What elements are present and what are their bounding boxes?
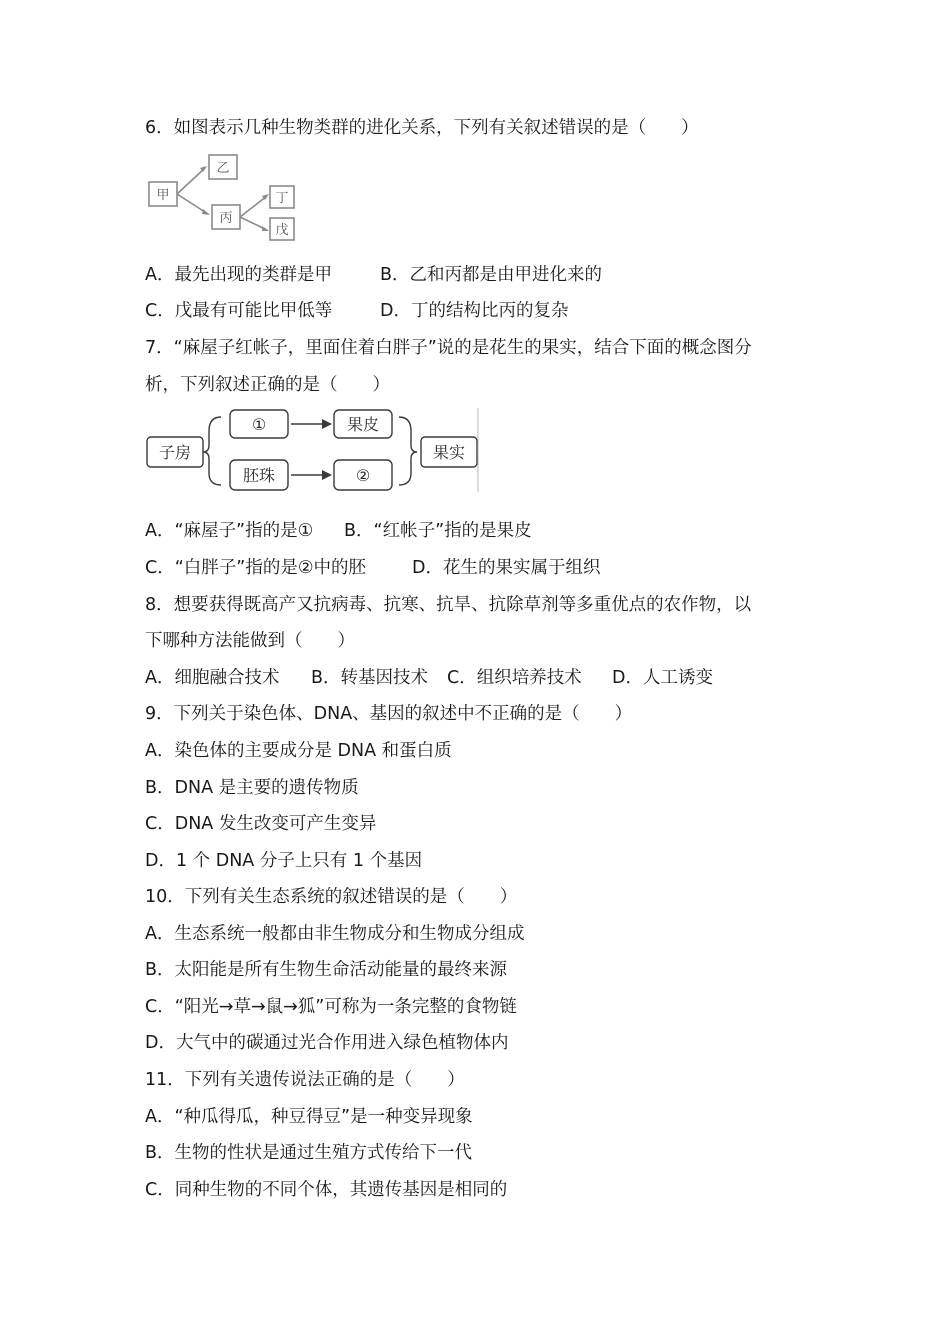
q8-stem-line2: 下哪种方法能做到（ ） xyxy=(145,631,355,651)
arrow-jia-yi xyxy=(177,168,205,194)
diagram-label-bing: 丙 xyxy=(219,211,233,226)
q8-option-b: B．转基因技术 xyxy=(311,668,429,688)
q9-option-b: B．DNA 是主要的遗传物质 xyxy=(145,778,359,798)
q10-option-d: D．大气中的碳通过光合作用进入绿色植物体内 xyxy=(145,1033,509,1053)
q7-stem-line2: 析，下列叙述正确的是（ ） xyxy=(145,375,390,395)
label-fruit: 果实 xyxy=(432,443,466,462)
q7-stem-line1: 7．“麻屋子红帐子，里面住着白胖子”说的是花生的果实，结合下面的概念图分 xyxy=(145,338,752,358)
q11-option-b: B．生物的性状是通过生殖方式传给下一代 xyxy=(145,1143,473,1163)
arrow-bing-ding xyxy=(240,196,267,217)
diagram-label-yi: 乙 xyxy=(216,161,230,176)
q10-option-b: B．太阳能是所有生物生命活动能量的最终来源 xyxy=(145,960,508,980)
q8-option-d: D．人工诱变 xyxy=(612,668,713,688)
q7-concept-diagram xyxy=(145,405,485,495)
q6-stem: 6．如图表示几种生物类群的进化关系，下列有关叙述错误的是（ ） xyxy=(145,118,699,138)
q6-evolution-diagram xyxy=(145,150,305,244)
diagram-label-wu: 戊 xyxy=(275,223,289,238)
q8-option-a: A．细胞融合技术 xyxy=(145,668,280,688)
q11-option-c: C．同种生物的不同个体，其遗传基因是相同的 xyxy=(145,1180,508,1200)
q9-option-d: D．1 个 DNA 分子上只有 1 个基因 xyxy=(145,851,423,871)
q7-option-c: C．“白胖子”指的是②中的胚 xyxy=(145,558,367,578)
q11-stem: 11．下列有关遗传说法正确的是（ ） xyxy=(145,1070,465,1090)
label-circle2: ② xyxy=(355,466,371,485)
q6-option-d: D．丁的结构比丙的复杂 xyxy=(380,301,569,321)
arrow-head-1 xyxy=(322,419,332,429)
diagram-label-jia: 甲 xyxy=(156,188,170,203)
q11-option-a: A．“种瓜得瓜，种豆得豆”是一种变异现象 xyxy=(145,1107,473,1127)
q8-option-c: C．组织培养技术 xyxy=(447,668,582,688)
q6-option-c: C．戊最有可能比甲低等 xyxy=(145,301,333,321)
label-ovary: 子房 xyxy=(158,443,192,462)
q7-option-a: A．“麻屋子”指的是① xyxy=(145,521,314,541)
q7-option-b: B．“红帐子”指的是果皮 xyxy=(344,521,532,541)
q8-stem-line1: 8．想要获得既高产又抗病毒、抗寒、抗旱、抗除草剂等多重优点的农作物，以 xyxy=(145,595,752,615)
q9-option-c: C．DNA 发生改变可产生变异 xyxy=(145,814,377,834)
q10-option-a: A．生态系统一般都由非生物成分和生物成分组成 xyxy=(145,924,525,944)
label-circle1: ① xyxy=(251,415,267,434)
q10-stem: 10．下列有关生态系统的叙述错误的是（ ） xyxy=(145,887,518,907)
diagram-label-ding: 丁 xyxy=(275,191,289,206)
q9-stem: 9．下列关于染色体、DNA、基因的叙述中不正确的是（ ） xyxy=(145,704,633,724)
label-ovule: 胚珠 xyxy=(242,466,276,485)
q10-option-c: C．“阳光→草→鼠→狐”可称为一条完整的食物链 xyxy=(145,997,517,1017)
q9-option-a: A．染色体的主要成分是 DNA 和蛋白质 xyxy=(145,741,452,761)
arrow-head-2 xyxy=(322,470,332,480)
q6-option-b: B．乙和丙都是由甲进化来的 xyxy=(380,265,603,285)
q7-option-d: D．花生的果实属于组织 xyxy=(412,558,601,578)
label-pericarp: 果皮 xyxy=(346,415,380,434)
right-brace xyxy=(399,417,417,485)
q6-option-a: A．最先出现的类群是甲 xyxy=(145,265,332,285)
left-brace xyxy=(203,417,221,485)
